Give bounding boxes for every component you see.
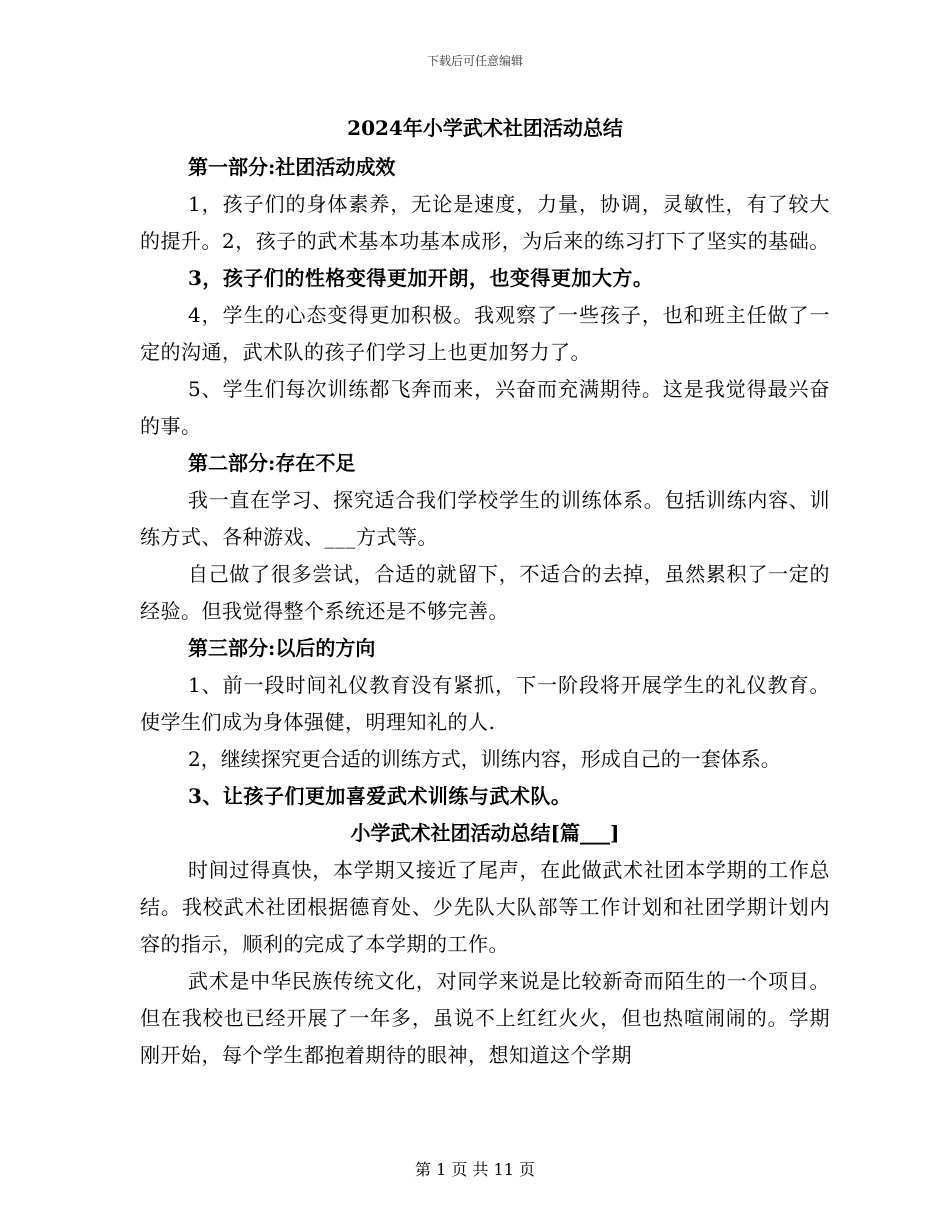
section2-paragraph-2: 武术是中华民族传统文化，对同学来说是比较新奇而陌生的一个项目。但在我校也已经开展了一年多，虽说不上红红火火，但也热喧闹闹的。学期刚开始，每个学生都抱着期待的眼神，想知道这个学期 [140,969,830,1067]
part3-paragraph-3: 3、让孩子们更加喜爱武术训练与武术队。 [188,784,572,808]
part3-paragraph-2: 2，继续探究更合适的训练方式，训练内容，形成自己的一套体系。 [188,747,781,771]
part2-heading: 第二部分:存在不足 [188,451,356,475]
part1-paragraph-1: 1，孩子们的身体素养，无论是速度，力量，协调，灵敏性，有了较大的提升。2，孩子的武术基本功基本成形，为后来的练习打下了坚实的基础。 [140,192,830,253]
page-header: 下载后可任意编辑 [426,54,523,68]
part1-heading: 第一部分:社团活动成效 [188,155,396,179]
section2-paragraph-1: 时间过得真快，本学期又接近了尾声，在此做武术社团本学期的工作总结。我校武术社团根据德育处、少先队大队部等工作计划和社团学期计划内容的指示，顺利的完成了本学期的工作。 [140,858,830,956]
part2-paragraph-1: 我一直在学习、探究适合我们学校学生的训练体系。包括训练内容、训练方式、各种游戏、___方式等。 [140,488,830,549]
part1-paragraph-2: 3，孩子们的性格变得更加开朗，也变得更加大方。 [188,266,654,290]
document-title: 2024年小学武术社团活动总结 [347,116,623,140]
document-body [140,113,830,1074]
part1-paragraph-4: 5、学生们每次训练都飞奔而来，兴奋而充满期待。这是我觉得最兴奋的事。 [140,377,830,438]
part3-heading: 第三部分:以后的方向 [188,636,376,660]
part3-paragraph-1: 1、前一段时间礼仪教育没有紧抓，下一阶段将开展学生的礼仪教育。使学生们成为身体强健，明理知礼的人. [140,673,830,734]
section2-title: 小学武术社团活动总结[篇___] [350,821,620,845]
part1-paragraph-3: 4，学生的心态变得更加积极。我观察了一些孩子，也和班主任做了一定的沟通，武术队的孩子们学习上也更加努力了。 [140,303,830,364]
part2-paragraph-2: 自己做了很多尝试，合适的就留下，不适合的去掉，虽然累积了一定的经验。但我觉得整个系统还是不够完善。 [140,562,830,623]
page-footer: 第 1 页 共 11 页 [415,1160,535,1179]
